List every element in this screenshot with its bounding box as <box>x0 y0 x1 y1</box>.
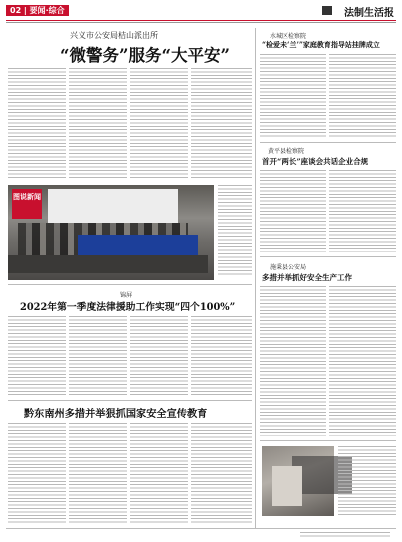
masthead <box>6 4 396 19</box>
lead-body-text <box>8 68 252 180</box>
section-divider <box>260 440 396 441</box>
legal-aid-dateline: 锦屏 <box>120 292 133 299</box>
photo-news-badge: 图说新闻 <box>12 189 42 219</box>
story2-headline: 首开“两长”座谈会共话企业合规 <box>262 157 369 166</box>
legal-aid-body-text <box>8 316 252 396</box>
story3-kicker: 施秉县公安局 <box>270 264 307 271</box>
section-divider <box>8 400 252 401</box>
story1-kicker: 水城区检察院 <box>270 33 307 40</box>
section-divider <box>260 142 396 143</box>
story1-headline: “检爱未‘兰’”家庭教育指导站挂牌成立 <box>262 40 380 49</box>
story3-headline: 多措并举抓好安全生产工作 <box>262 273 352 282</box>
newspaper-brand: 法制生活报 <box>344 8 394 19</box>
section-label: 02 | 要闻·综合 <box>6 5 69 16</box>
story2-body-text <box>260 170 396 252</box>
header-rule-thin <box>6 22 396 23</box>
section-divider <box>260 256 396 257</box>
story4-body-text <box>338 446 396 516</box>
national-security-body-text <box>8 423 252 523</box>
story2-kicker: 黄平县检察院 <box>268 148 305 155</box>
story1-body-text <box>260 54 396 138</box>
story4-photo <box>262 446 334 516</box>
lead-photo <box>8 185 214 280</box>
brand-logo-icon <box>322 6 332 15</box>
photo-caption <box>218 185 252 277</box>
header-rule <box>6 20 396 21</box>
legal-aid-headline: 2022年第一季度法律援助工作实现“四个100%” <box>20 302 236 313</box>
section-divider <box>8 284 252 285</box>
footer-credits <box>300 532 390 537</box>
national-security-headline: 黔东南州多措并举狠抓国家安全宣传教育 <box>24 408 208 420</box>
story3-body-text <box>260 286 396 436</box>
column-divider <box>255 28 256 528</box>
footer-rule <box>6 528 396 529</box>
lead-headline: “微警务”服务“大平安” <box>60 46 230 65</box>
lead-kicker: 兴义市公安局桔山派出所 <box>70 31 158 40</box>
